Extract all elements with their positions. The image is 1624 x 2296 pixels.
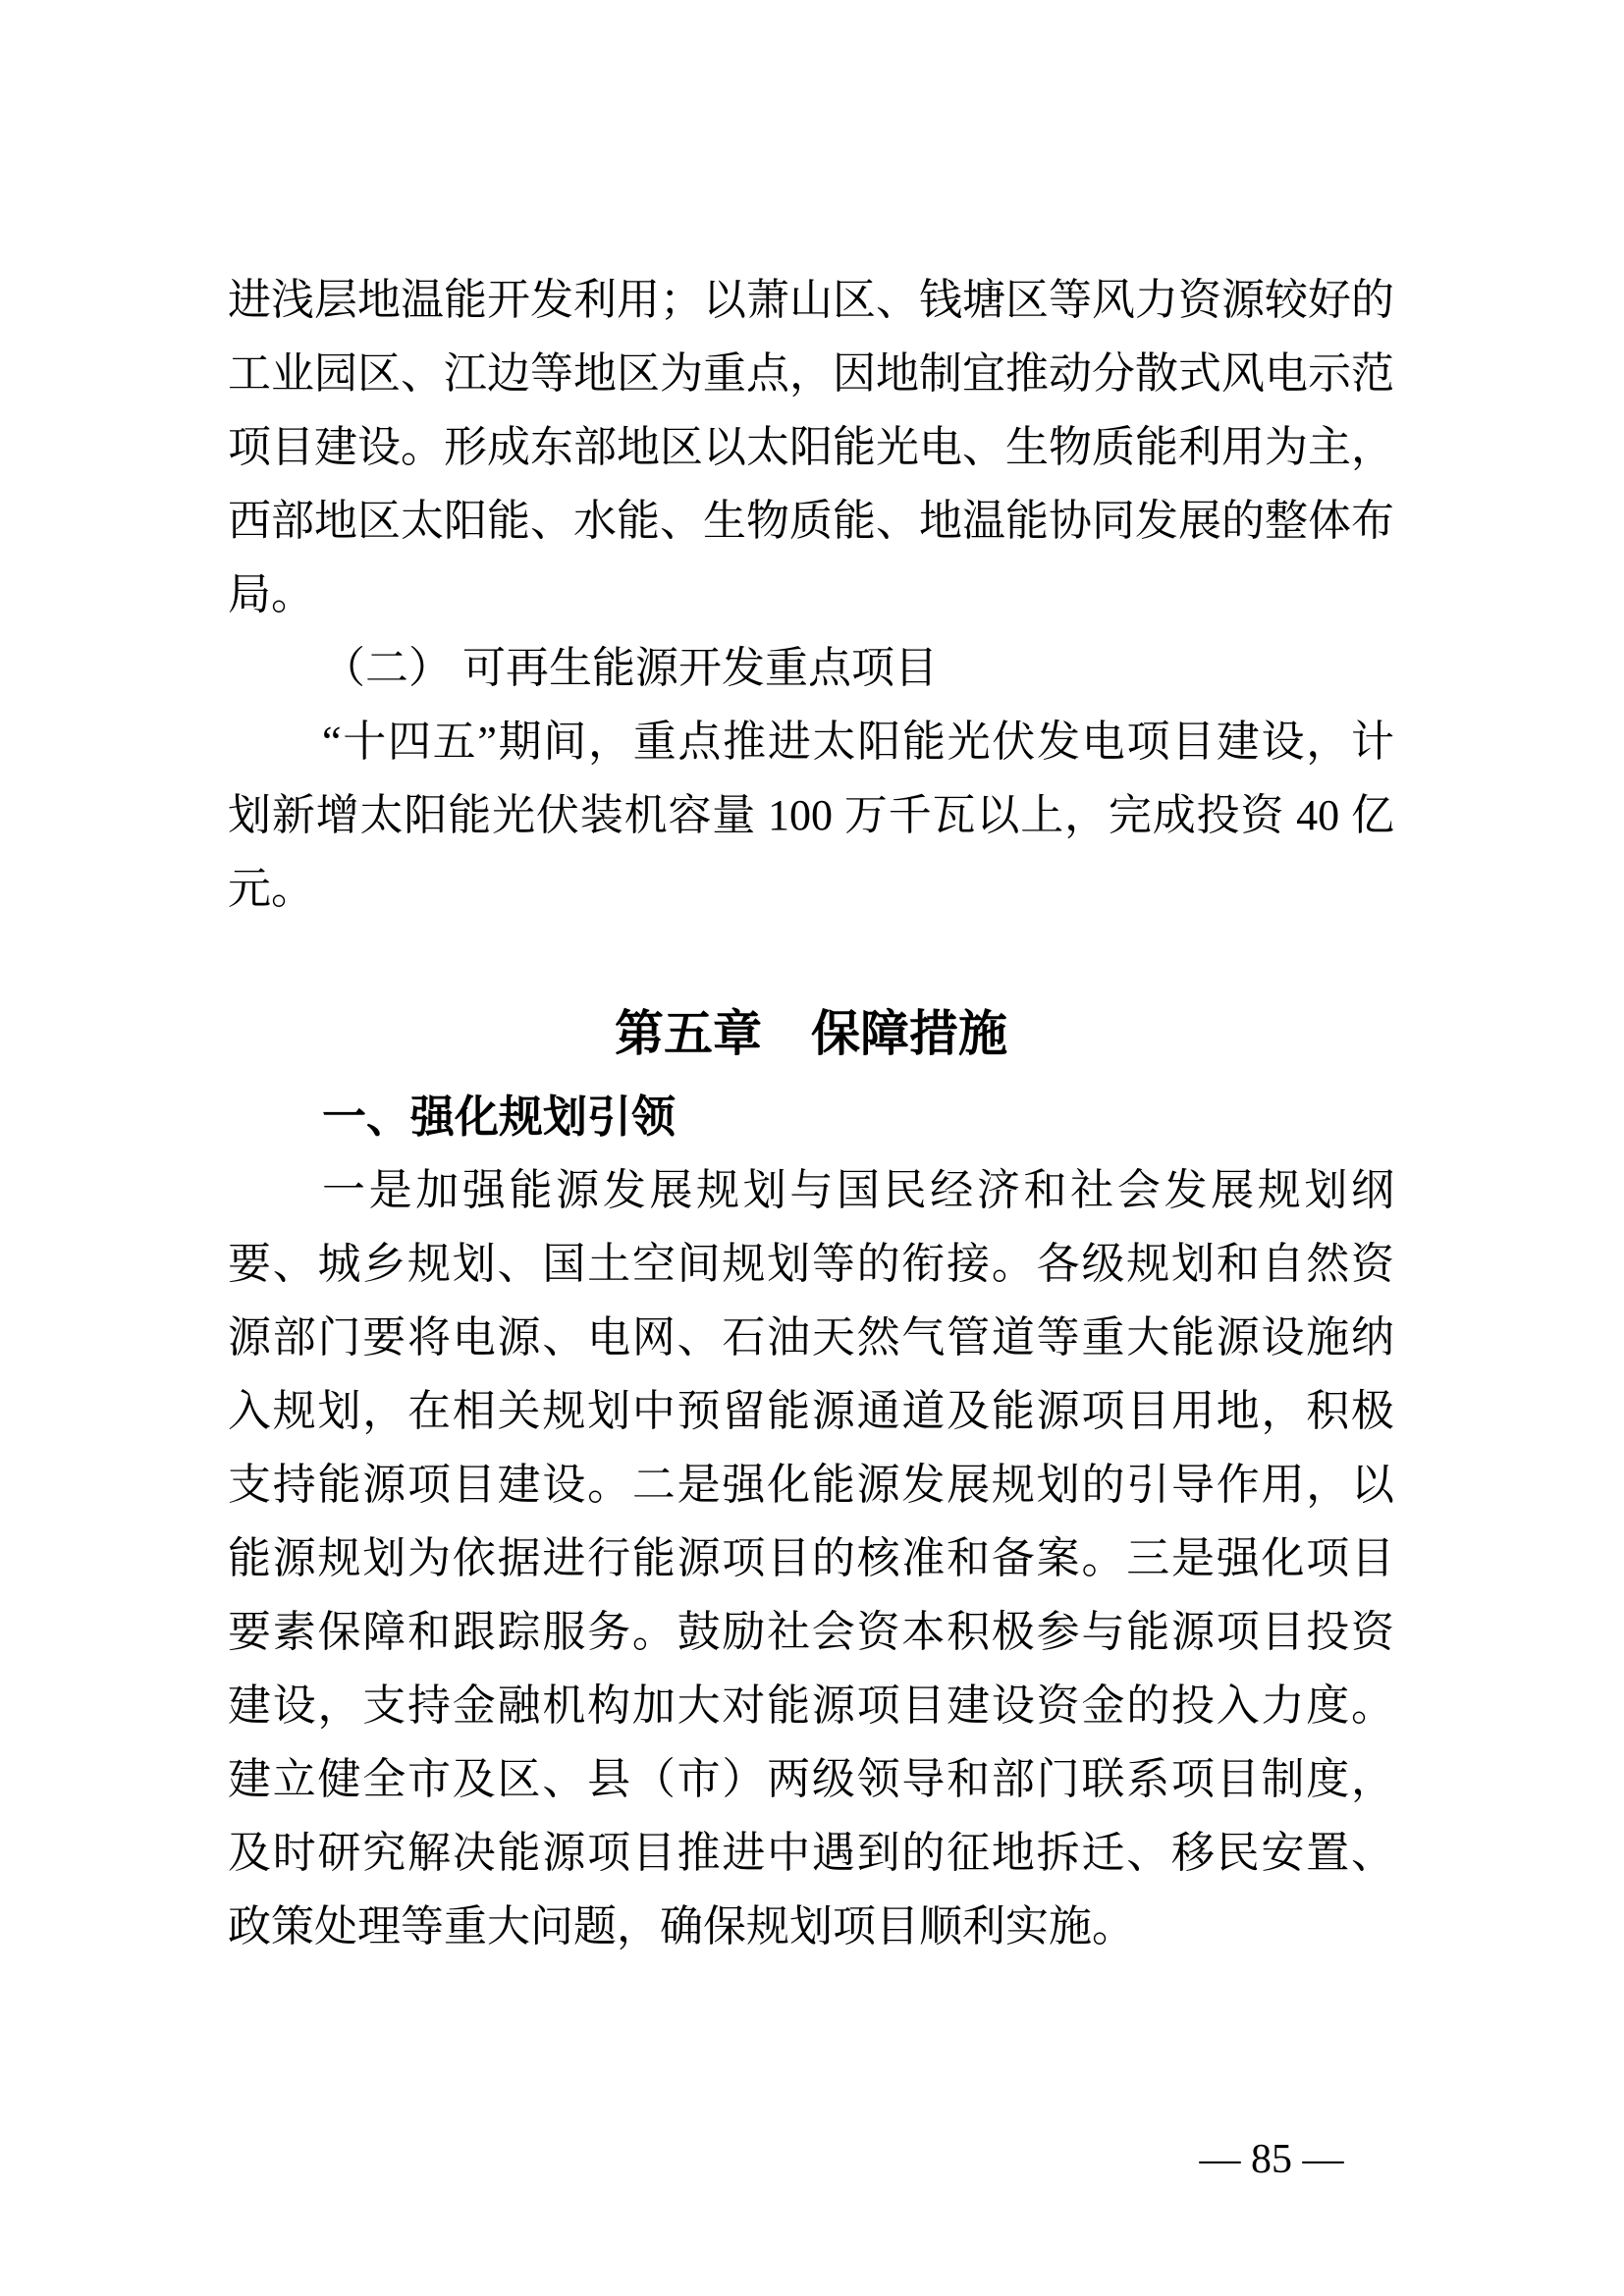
body-line: 源部门要将电源、电网、石油天然气管道等重大能源设施纳 — [228, 1313, 1394, 1362]
body-line: 支持能源项目建设。二是强化能源发展规划的引导作用，以 — [228, 1461, 1394, 1509]
body-line: “十四五”期间，重点推进太阳能光伏发电项目建设，计 — [322, 718, 1394, 766]
body-line: 划新增太阳能光伏装机容量 100 万千瓦以上，完成投资 40 亿 — [228, 791, 1394, 839]
body-line: 工业园区、江边等地区为重点，因地制宜推动分散式风电示范 — [228, 349, 1394, 398]
chapter-heading: 第五章 保障措施 — [615, 1006, 1007, 1061]
body-line: 能源规划为依据进行能源项目的核准和备案。三是强化项目 — [228, 1534, 1394, 1582]
body-line: 要、城乡规划、国土空间规划等的衔接。各级规划和自然资 — [228, 1240, 1394, 1288]
document-body — [228, 263, 1394, 1963]
subsection-heading: （二） 可再生能源开发重点项目 — [322, 644, 938, 692]
section-heading: 一、强化规划引领 — [322, 1092, 677, 1142]
body-line: 局。 — [228, 570, 314, 618]
body-line: 一是加强能源发展规划与国民经济和社会发展规划纲 — [322, 1166, 1394, 1214]
body-line: 建设，支持金融机构加大对能源项目建设资金的投入力度。 — [228, 1682, 1394, 1730]
body-line: 入规划，在相关规划中预留能源通道及能源项目用地，积极 — [228, 1387, 1394, 1435]
body-line: 要素保障和跟踪服务。鼓励社会资本积极参与能源项目投资 — [228, 1608, 1394, 1656]
body-line: 西部地区太阳能、水能、生物质能、地温能协同发展的整体布 — [228, 497, 1394, 545]
body-line: 建立健全市及区、县（市）两级领导和部门联系项目制度， — [228, 1755, 1394, 1803]
body-line: 及时研究解决能源项目推进中遇到的征地拆迁、移民安置、 — [228, 1829, 1394, 1877]
body-line: 元。 — [228, 865, 314, 913]
body-line: 项目建设。形成东部地区以太阳能光电、生物质能利用为主， — [228, 423, 1394, 471]
body-line: 进浅层地温能开发利用；以萧山区、钱塘区等风力资源较好的 — [228, 276, 1394, 324]
body-line: 政策处理等重大问题，确保规划项目顺利实施。 — [228, 1902, 1135, 1950]
page-number: — 85 — — [1199, 2137, 1344, 2182]
